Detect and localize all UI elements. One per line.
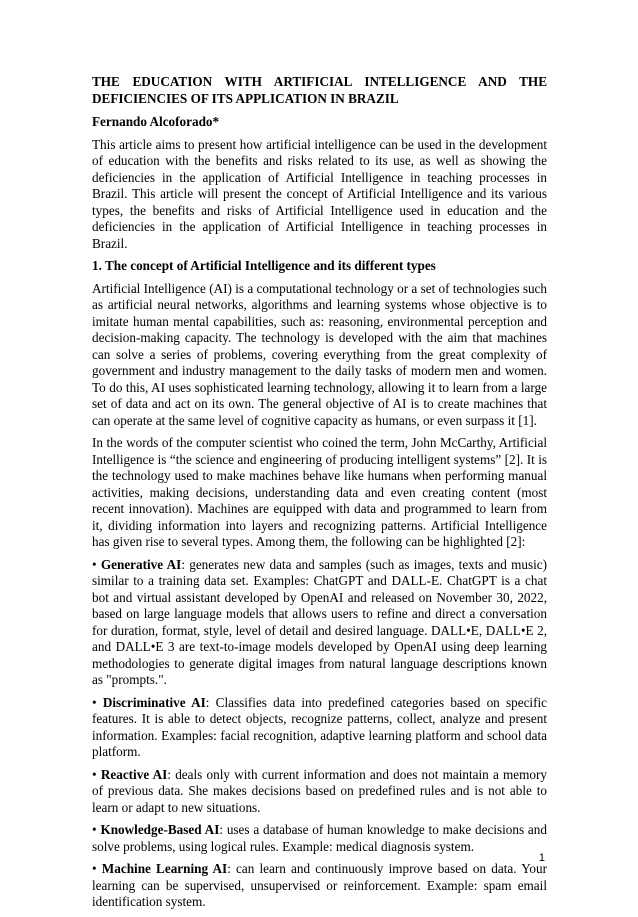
title-line-1: THE EDUCATION WITH ARTIFICIAL INTELLIGENCE AND THE <box>92 74 547 89</box>
paragraph-1: Artificial Intelligence (AI) is a computational technology or a set of technologies such as artificial neural networks, algorithms and learning systems whose objective is to imitate human mental capabilities, such as: reasoning, environmental perception and decision-making capacity. The technology is developed with the aim that machines can solve a series of problems, covering everything from the great complexity of government and industry management to the daily tasks of modern men and women. To do this, AI uses sophisticated learning technology, allowing it to learn from a large set of data and act on its own. The general objective of AI is to create machines that can operate at the same level of cognitive capacity as humans, or even surpass it [1]. <box>92 280 547 428</box>
document-page <box>92 74 547 917</box>
item-term: Discriminative AI <box>102 694 206 710</box>
item-text: : can learn and continuously improve based on data. Your learning can be supervised, unsupervised or reinforcement. Example: spam email identification system. <box>92 861 547 909</box>
item-text: : Classifies data into predefined categories based on specific features. It is able to detect objects, recognize patterns, collect, analyze and present information. Examples: facial recognition, adaptive learning platform and school data platform. <box>92 694 547 759</box>
section-1-heading: 1. The concept of Artificial Intelligence and its different types <box>92 258 436 273</box>
paragraph-2: In the words of the computer scientist who coined the term, John McCarthy, Artificial Intelligence is “the science and engineering of producing intelligent systems” [2]. It is the technology used to make machines behave like humans when performing manual activities, making decisions, understanding data and even creating content (most recent innovation). Machines are equipped with data and programmed to learn from it, dividing information into layers and recognizing patterns. Artificial Intelligence has given rise to several types. Among them, the following can be highlighted [2]: <box>92 435 547 549</box>
abstract-paragraph: This article aims to present how artificial intelligence can be used in the development of education with the benefits and risks related to its use, as well as showing the deficiencies in the application of Artificial Intelligence in teaching processes in Brazil. This article will present the concept of Artificial Intelligence and its various types, the benefits and risks of Artificial Intelligence used in education and the deficiencies in the application of Artificial Intelligence in teaching processes in Brazil. <box>92 136 547 251</box>
item-term: Reactive AI <box>100 766 168 782</box>
list-item <box>92 767 547 817</box>
bullet: • <box>92 694 103 710</box>
list-item <box>92 822 547 855</box>
item-term: Generative AI <box>100 556 182 572</box>
item-term: Knowledge-Based AI <box>100 822 220 837</box>
item-text: : generates new data and samples (such as images, texts and music) similar to a training data set. Examples: ChatGPT and DALL-E. ChatGPT is a chat bot and virtual assistant developed by OpenAI and released on November 30, 2022, based on large language models that allows users to refine and direct a conversation for duration, format, style, level of detail and desired language. DALL•E, DALL•E 2, and DALL•E 3 are text-to-image models developed by OpenAI using deep learning methodologies to generate digital images from natural language descriptions known as "prompts.". <box>92 556 547 687</box>
item-text: : deals only with current information and does not maintain a memory of previous data. She makes decisions based on predefined rules and is not able to learn or adapt to new situations. <box>92 766 547 815</box>
bullet: • <box>92 556 101 572</box>
list-item <box>92 557 547 689</box>
bullet: • <box>92 766 101 782</box>
list-item <box>92 861 547 911</box>
bullet: • <box>92 822 101 837</box>
item-text: : uses a database of human knowledge to make decisions and solve problems, using logical rules. Example: medical diagnosis system. <box>92 822 547 854</box>
title-line-2: DEFICIENCIES OF ITS APPLICATION IN BRAZIL <box>92 90 399 106</box>
bullet: • <box>92 861 102 876</box>
author-name: Fernando Alcoforado* <box>92 114 220 129</box>
item-term: Machine Learning AI <box>101 861 228 876</box>
list-item <box>92 695 547 761</box>
page-number: 1 <box>538 852 545 864</box>
document-title <box>92 74 547 107</box>
